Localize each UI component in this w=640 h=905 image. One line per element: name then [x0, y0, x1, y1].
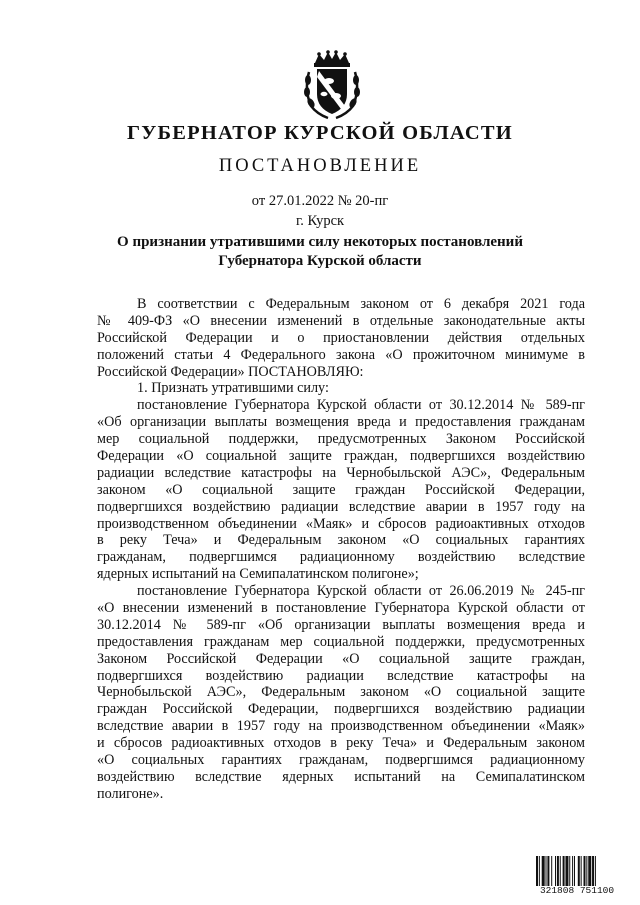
text-line: полигоне». — [97, 785, 164, 802]
text-line: Чернобыльской АЭС», Федеральным законом «О социальной защите — [97, 684, 585, 701]
barcode-icon — [535, 856, 619, 886]
org-title: ГУБЕРНАТОР КУРСКОЙ ОБЛАСТИ — [127, 122, 513, 144]
text-line: Законом Российской Федерации «О социальной защите граждан, — [97, 650, 585, 667]
preamble-paragraph — [97, 296, 585, 380]
text-line: и сбросов радиоактивных отходов в реку Теча» и Федеральным законом — [97, 735, 585, 752]
barcode — [535, 856, 619, 896]
text-line: постановление Губернатора Курской области от 26.06.2019 № 245-пг — [137, 583, 585, 600]
text-line: «О внесении изменений в постановление Губернатора Курской области от — [97, 600, 585, 617]
text-line: производственном объединении «Маяк» и сбросов радиоактивных отходов — [97, 515, 585, 532]
text-line: подвергшихся воздействию радиации вследствие катастрофы на — [97, 667, 585, 684]
text-line: Российской Федерации и о приостановлении действия отдельных — [97, 329, 585, 346]
document-heading-line: О признании утратившими силу некоторых постановлений — [117, 234, 523, 250]
text-line: «Об организации выплаты возмещения вреда и предоставления гражданам — [97, 414, 585, 431]
document-date-number: от 27.01.2022 № 20-пг — [251, 193, 389, 209]
text-line: граждан Российской Федерации, подвергшихся воздействию радиации — [97, 701, 585, 718]
barcode-number: 321808 751100 — [539, 885, 615, 896]
text-line: 30.12.2014 № 589-пг «Об организации выплаты возмещения вреда и — [97, 616, 585, 633]
clause-paragraph — [97, 380, 585, 397]
document-heading — [0, 233, 640, 271]
text-line: № 409-ФЗ «О внесении изменений в отдельные законодательные акты — [97, 312, 585, 329]
text-line: постановление Губернатора Курской области от 30.12.2014 № 589-пг — [137, 397, 585, 414]
repealed-decree-paragraph — [97, 583, 585, 803]
text-line: предоставления гражданам мер социальной поддержки, предусмотренных — [97, 633, 585, 650]
text-line: Федерации «О социальной защите граждан, подвергшихся воздействию — [97, 448, 585, 465]
document-body — [97, 296, 585, 803]
text-line: подвергшихся воздействию радиации вследствие аварии в 1957 году на — [97, 498, 585, 515]
text-line: «О социальных гарантиях гражданам, подвергшимся радиационному — [97, 752, 585, 769]
text-line: радиации вследствие катастрофы на Чернобыльской АЭС», Федеральным — [97, 464, 585, 481]
text-line: гражданам, подвергшимся радиационному воздействию вследствие — [97, 549, 585, 566]
repealed-decree-paragraph — [97, 397, 585, 583]
document-type: ПОСТАНОВЛЕНИЕ — [218, 156, 422, 176]
text-line: воздействию вследствие ядерных испытаний на Семипалатинском — [97, 768, 585, 785]
text-line: мер социальной поддержки, предусмотренных Законом Российской — [97, 431, 585, 448]
document-heading-line: Губернатора Курской области — [218, 253, 422, 269]
document-city: г. Курск — [295, 213, 345, 229]
text-line: законом «О социальной защите граждан Российской Федерации, — [97, 481, 585, 498]
text-line: в реку Теча» и Федеральным законом «О социальных гарантиях — [97, 532, 585, 549]
text-line: 1. Признать утратившими силу: — [137, 380, 329, 397]
text-line: В соответствии с Федеральным законом от 6 декабря 2021 года — [137, 296, 585, 312]
text-line: положений статьи 4 Федерального закона «О прожиточном минимуме в — [97, 346, 585, 363]
kursk-coat-of-arms-icon — [303, 50, 361, 120]
text-line: вследствие аварии в 1957 году на производственном объединении «Маяк» — [97, 718, 585, 735]
text-line: Российской Федерации» ПОСТАНОВЛЯЮ: — [97, 363, 364, 380]
text-line: ядерных испытаний на Семипалатинском полигоне»; — [97, 566, 419, 583]
